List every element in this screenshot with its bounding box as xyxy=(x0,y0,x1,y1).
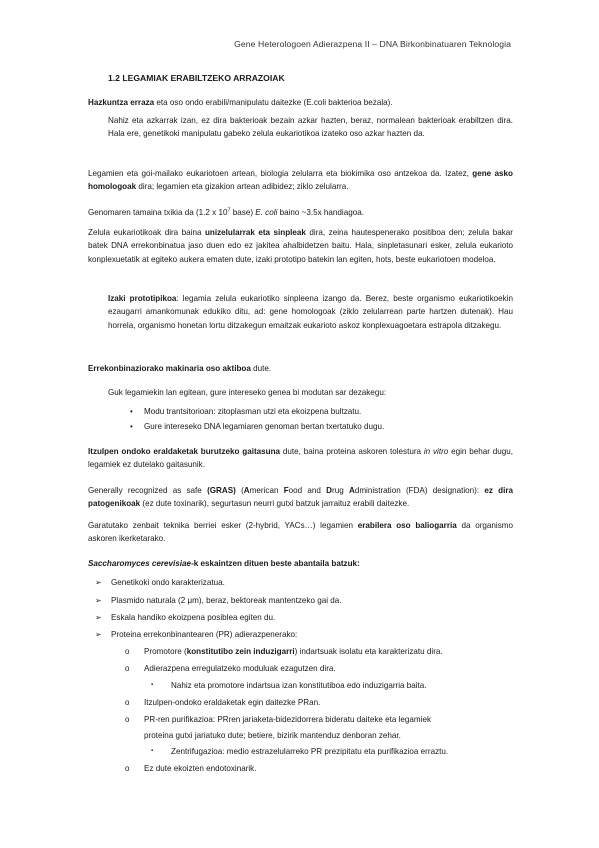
paragraph-unicellular xyxy=(88,226,513,266)
circle-bullet-icon: o xyxy=(125,647,130,656)
square-bullet-icon: ▪ xyxy=(151,748,154,754)
list-item xyxy=(144,762,256,775)
bold-letter: F xyxy=(283,486,289,495)
circle-bullet-icon: o xyxy=(125,698,130,707)
italic-term: in vitro xyxy=(423,447,449,456)
text-span: eta oso ondo erabili/manipulatu daitezke (E.coli bakterioa bezala). xyxy=(154,98,393,107)
text-span: Ez dute ekoizten endotoxinarik. xyxy=(144,764,257,773)
paragraph-gras xyxy=(88,484,513,511)
bold-letter: A xyxy=(243,486,250,495)
list-item xyxy=(144,729,401,742)
text-span: egin behar dugu, legamiek ez dutelako gaitasunik. xyxy=(88,447,513,470)
text-span: Zelula eukariotikoak dira baina xyxy=(88,228,205,237)
text-span: Generally recognized as safe xyxy=(88,486,208,495)
text-span: dute, baina proteina askoren tolestura xyxy=(280,447,424,456)
bold-term: Hazkuntza erraza xyxy=(88,98,155,107)
text-span: Proteina errekonbinantearen (PR) adierazpenerako: xyxy=(111,630,298,639)
text-span: rug xyxy=(332,486,349,495)
text-span: Promotore ( xyxy=(144,647,187,656)
list-item xyxy=(171,679,427,692)
circle-bullet-icon: o xyxy=(125,715,130,724)
arrow-bullet-icon: ➢ xyxy=(95,596,102,605)
paragraph-growth xyxy=(88,96,513,109)
list-item xyxy=(144,662,336,675)
text-span: Eskala handiko ekoizpena posiblea egiten du. xyxy=(111,613,276,622)
text-span: : xyxy=(476,486,485,495)
text-span: ) indartsuak isolatu eta karakterizatu dira. xyxy=(294,647,443,656)
text-span: merican xyxy=(249,486,284,495)
bold-term: zein induzigarri xyxy=(235,647,295,656)
bold-term: (GRAS) xyxy=(207,486,236,495)
text-span: dira, zeina hautespenerako positiboa den; zelula bakar batek DNA errekonbinatua jaso duen edo ez jakitea ahalbidetzen baitu. Hala, sinpletasunari esker, zelula eukarioto konplexuetatik at egiteko aukera ematen dute, izaki prototipo batekin lan egiten, hots, beste eukariotoen modeloa. xyxy=(88,228,513,264)
text-span: Adierazpena erregulatzeko moduluak ezagutzen dira. xyxy=(144,664,336,673)
species-name: Saccharomyces cerevisiae xyxy=(88,559,192,568)
text-span: (ez dute toxinarik), segurtasun neurri gutxi batzuk jarraituz erabili daitezke. xyxy=(140,499,410,509)
text-span: PR-ren purifikazioa: PRren jariaketa-bidezidorrera bideratu daiteke eta legamiek xyxy=(144,715,432,724)
paragraph-growth-note: Nahiz eta azkarrak izan, ez dira bakterioak bezain azkar hazten, beraz, normalean bakterioak erabiltzen dira. Hala ere, genetikoki manipulatu gabeko zelula eukariotikoa izateko oso azkar hazten da. xyxy=(108,116,513,139)
square-bullet-icon: ▪ xyxy=(151,682,154,688)
paragraph-insertion: Guk legamiekin lan egitean, gure intereseko genea bi modutan sar dezakegu: xyxy=(108,388,387,397)
arrow-bullet-icon: ➢ xyxy=(95,630,102,639)
list-item xyxy=(111,576,225,589)
text-span: Legamien eta goi-mailako eukariotoen artean, biologia zelularra eta biokimika oso antzekoa da. Izatez, xyxy=(88,169,473,178)
list-item xyxy=(111,611,275,624)
text-span: Zentrifugazioa: medio estrazelularreko PR prezipitatu eta purifikazioa erraztu. xyxy=(171,747,449,756)
text-span: baino ~3.5x handiagoa. xyxy=(277,208,364,217)
list-item: Gure intereseko DNA legamiaren genoman bertan txertatuko dugu. xyxy=(144,422,385,431)
text-span: dute. xyxy=(250,364,272,373)
bold-letter: A xyxy=(348,486,355,495)
text-span: Genomaren tamaina txikia da (1.2 x 10 xyxy=(88,208,228,217)
bold-term: -k eskaintzen dituen beste abantaila batzuk: xyxy=(191,559,360,568)
circle-bullet-icon: o xyxy=(125,764,130,773)
bold-term: unizelularrak eta sinpleak xyxy=(204,228,306,237)
section-title: 1.2 LEGAMIAK ERABILTZEKO ARRAZOIAK xyxy=(108,73,285,83)
text-span: dira; legamien eta gizakion artean adibidez; ziklo zelularra. xyxy=(136,182,349,192)
bold-term: Itzulpen ondoko eraldaketak burutzeko gaitasuna xyxy=(88,447,281,456)
text-span: da organismo askoren ikerketarako. xyxy=(88,521,514,544)
text-span: ( xyxy=(235,486,244,495)
bold-term: ez dira patogenikoak xyxy=(88,486,513,509)
list-item xyxy=(111,594,342,607)
arrow-bullet-icon: ➢ xyxy=(95,578,102,587)
paragraph-postranslation xyxy=(88,445,513,472)
running-header: Gene Heterologoen Adierazpena II – DNA Birkonbinatuaren Teknologia xyxy=(234,39,511,49)
list-item xyxy=(144,696,320,709)
bold-term: konstitutibo xyxy=(186,647,234,656)
bold-term: gene asko homologoak xyxy=(88,169,513,192)
list-item xyxy=(144,645,443,658)
arrow-bullet-icon: ➢ xyxy=(95,613,102,622)
text-span: proteina gutxi jariatuko dute; betiere, bizirik mantenduz denboran zehar. xyxy=(144,731,401,740)
paragraph-homology xyxy=(88,167,513,194)
paragraph-advantages-heading xyxy=(88,557,513,570)
text-span: ood and xyxy=(288,486,327,495)
bullet-marker: • xyxy=(130,407,133,416)
list-item: Modu trantsitorioan: zitoplasman utzi eta ekoizpena bultzatu. xyxy=(144,407,362,416)
text-span: dministration (FDA) designation) xyxy=(354,486,477,495)
paragraph-prototype xyxy=(108,292,513,332)
superscript: 7 xyxy=(227,207,231,214)
text-span: Itzulpen-ondoko eraldaketak egin daitezke PRan. xyxy=(144,698,321,707)
paragraph-genome-size xyxy=(88,206,513,219)
circle-bullet-icon: o xyxy=(125,664,130,673)
text-span: : legamia zelula eukariotiko sinpleena izango da. Berez, beste organismo eukariotikoekin ezaugarri amankomunak edukiko ditu, ad: gene homologoak (ziklo zelularrean parte hartzen dutenak). Hau horrela, organismo honetan lortu ditzakegun emaitzak eukarioto askoz konplexuagoetara estrapola ditzakegu. xyxy=(108,294,513,330)
text-span: Nahiz eta promotore indartsua izan konstitutiboa edo induzigarria baita. xyxy=(171,681,427,690)
paragraph-techniques xyxy=(88,519,513,546)
bold-term: Errekonbinaziorako makinaria oso aktiboa xyxy=(88,364,251,373)
list-item xyxy=(171,745,448,758)
text-span: base) xyxy=(230,208,256,217)
list-item xyxy=(144,713,431,726)
bold-term: Izaki prototipikoa xyxy=(108,294,177,303)
bullet-marker: • xyxy=(130,422,133,431)
list-item xyxy=(111,628,297,641)
paragraph-recombination xyxy=(88,362,513,375)
italic-term: E. coli xyxy=(255,208,278,217)
text-span: Plasmido naturala (2 μm), beraz, bektoreak mantentzeko gai da. xyxy=(111,596,342,605)
bold-term: erabilera oso baliogarria xyxy=(357,521,457,530)
text-span: Genetikoki ondo karakterizatua. xyxy=(111,578,225,587)
text-span: Garatutako zenbait teknika berriei esker (2-hybrid, YACs…) legamien xyxy=(88,521,358,530)
bold-letter: D xyxy=(326,486,332,495)
